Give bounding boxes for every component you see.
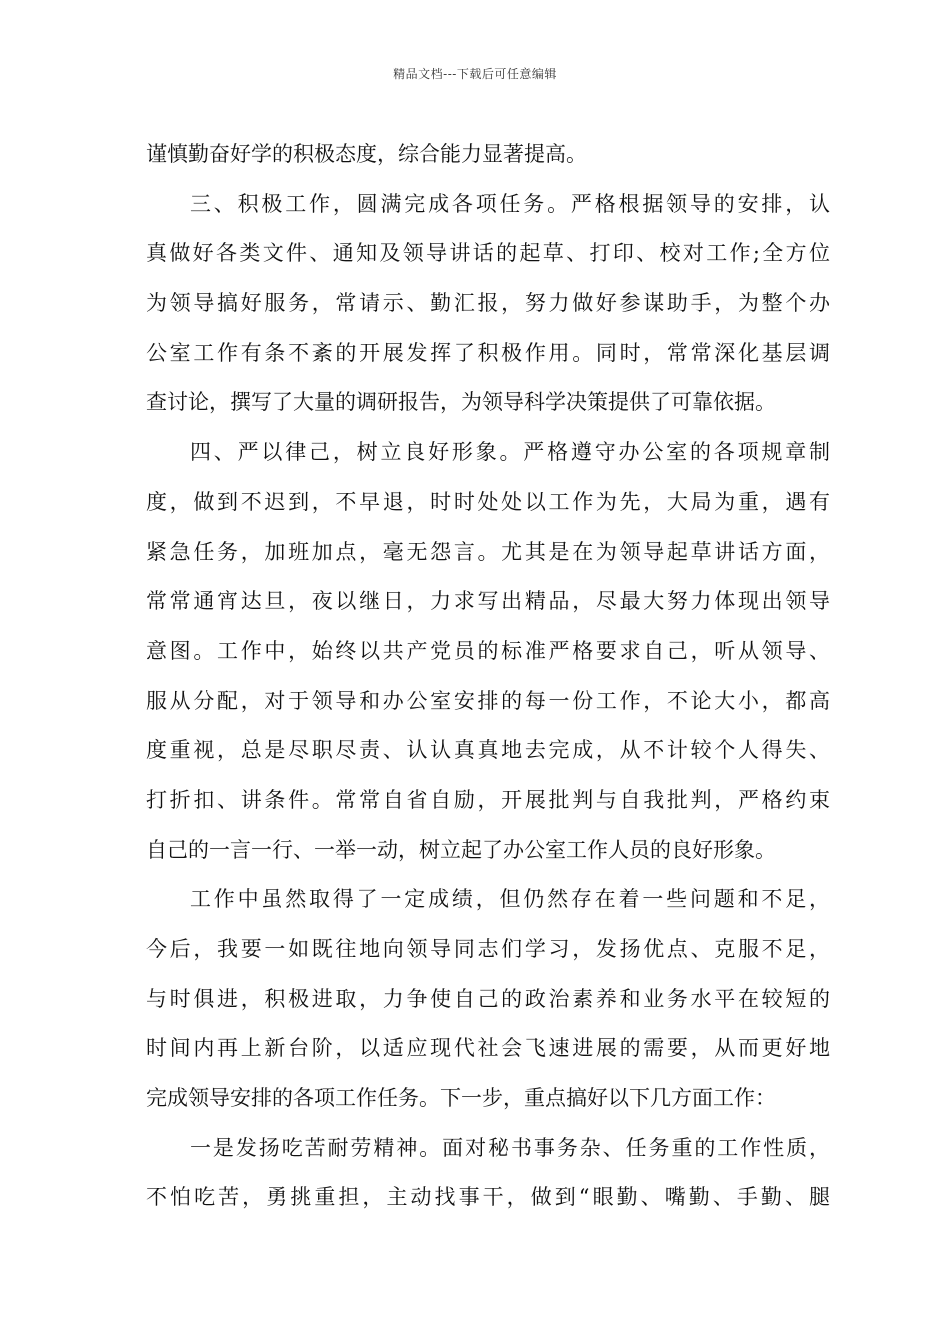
text-line: 完成领导安排的各项工作任务。下一步，重点搞好以下几方面工作： [146, 1086, 776, 1111]
text-line: 工作中虽然取得了一定成绩，但仍然存在着一些问题和不足， [190, 887, 830, 912]
text-line: 不怕吃苦，勇挑重担，主动找事干，做到“眼勤、嘴勤、手勤、腿 [146, 1185, 830, 1210]
page-header: 精品文档---下载后可任意编辑 [393, 67, 557, 81]
text-line: 四、严以律己，树立良好形象。严格遵守办公室的各项规章制 [190, 440, 830, 465]
text-line: 与时俱进，积极进取，力争使自己的政治素养和业务水平在较短的 [146, 986, 830, 1011]
text-line: 意图。工作中，始终以共产党员的标准严格要求自己，听从领导、 [146, 638, 830, 663]
text-line: 时间内再上新台阶，以适应现代社会飞速进展的需要，从而更好地 [146, 1036, 830, 1061]
text-line: 查讨论，撰写了大量的调研报告，为领导科学决策提供了可靠依据。 [146, 390, 776, 415]
text-line: 为领导搞好服务，常请示、勤汇报，努力做好参谋助手，为整个办 [146, 291, 830, 316]
text-line: 谨慎勤奋好学的积极态度，综合能力显著提高。 [146, 142, 587, 166]
document-body [146, 130, 830, 1223]
text-line: 紧急任务，加班加点，毫无怨言。尤其是在为领导起草讲话方面， [146, 539, 830, 564]
text-line: 常常通宵达旦，夜以继日，力求写出精品，尽最大努力体现出领导 [146, 589, 830, 614]
text-line: 自己的一言一行、一举一动，树立起了办公室工作人员的良好形象。 [146, 837, 776, 862]
text-line: 公室工作有条不紊的开展发挥了积极作用。同时，常常深化基层调 [146, 340, 830, 365]
text-line: 一是发扬吃苦耐劳精神。面对秘书事务杂、任务重的工作性质， [190, 1135, 830, 1160]
text-line: 度重视，总是尽职尽责、认认真真地去完成，从不计较个人得失、 [146, 738, 830, 763]
text-line: 度，做到不迟到，不早退，时时处处以工作为先，大局为重，遇有 [146, 489, 830, 514]
text-line: 三、积极工作，圆满完成各项任务。严格根据领导的安排，认 [190, 191, 830, 216]
text-line: 打折扣、讲条件。常常自省自励，开展批判与自我批判，严格约束 [146, 787, 830, 812]
text-line: 真做好各类文件、通知及领导讲话的起草、打印、校对工作;全方位 [146, 241, 830, 266]
text-line: 服从分配，对于领导和办公室安排的每一份工作，不论大小，都高 [146, 688, 830, 713]
text-line: 今后，我要一如既往地向领导同志们学习，发扬优点、克服不足， [146, 937, 830, 961]
